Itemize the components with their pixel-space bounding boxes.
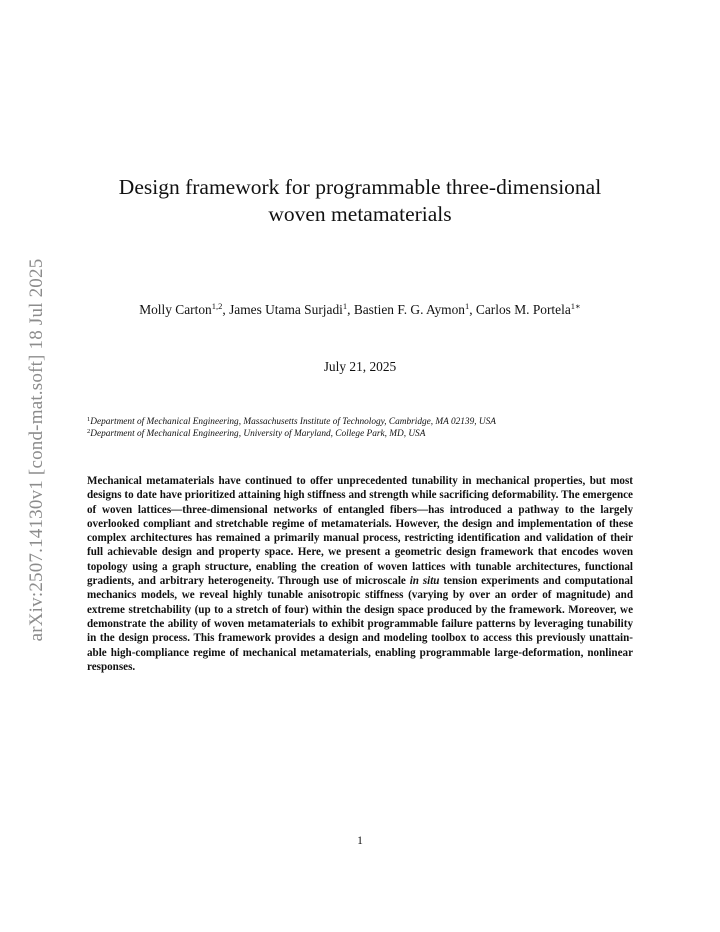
author-name: Carlos M. Portela: [475, 302, 571, 317]
title-line-1: Design framework for programmable three-dimensional: [118, 175, 602, 199]
abstract-text-part-1: Mechanical metamaterials have continued to offer unprecedented tunability in mechanical properties, but most designs to date have prioritized attaining high stiffness and strength while sacrificing deformability. The emergence of woven lattices—three-dimensional networks of entangled fibers—has introduced a pathway to the largely overlooked compliant and stretchable regime of metamaterials. However, the design and implementation of these complex architectures has remained a primarily manual process, restricting identification and validation of their full achievable design and property space. Here, we present a geometric design framework that encodes woven topology using a graph structure, enabling the creation of woven lattices with tunable architectures, functional gradients, and arbitrary heterogeneity. Through use of microscale: [87, 475, 633, 588]
affiliation-item: [87, 428, 647, 440]
author-affiliation-mark: 1∗: [570, 301, 581, 311]
abstract-italic-term: in situ: [409, 575, 440, 588]
author-separator: ,: [347, 302, 354, 317]
affiliation-mark: 1: [87, 416, 91, 423]
title-line-2: woven metamaterials: [268, 202, 452, 226]
publication-date: July 21, 2025: [323, 359, 397, 374]
affiliation-list: [87, 416, 647, 440]
affiliation-mark: 2: [87, 428, 91, 435]
author-affiliation-mark: 1,2: [211, 301, 223, 311]
author-separator: ,: [469, 302, 476, 317]
abstract-text-part-2: tension experiments and computational mechanics models, we reveal highly tunable anisotropic stiffness (varying by over an order of magnitude) and extreme stretchability (up to a stretch of four) within the design space produced by the framework. Moreover, we demonstrate the ability of woven metamaterials to exhibit programmable failure patterns by leveraging tunability in the design process. This framework provides a design and modeling toolbox to access this previously unattainable high-compliance regime of mechanical metamaterials, enabling programmable large-deformation, nonlinear responses.: [87, 575, 634, 673]
author-name: James Utama Surjadi: [229, 302, 343, 317]
author-name: Molly Carton: [139, 302, 212, 317]
author-list: [0, 301, 720, 319]
affiliation-text: Department of Mechanical Engineering, Massachusetts Institute of Technology, Cambridge, MA 02139, USA: [90, 417, 496, 427]
arxiv-identifier-stamp: arXiv:2507.14130v1 [cond-mat.soft] 18 Jul 2025: [26, 258, 47, 642]
affiliation-text: Department of Mechanical Engineering, University of Maryland, College Park, MD, USA: [90, 429, 426, 439]
page-number: 1: [357, 835, 363, 847]
author-affiliation-mark: 1: [342, 301, 348, 311]
abstract: [87, 474, 633, 674]
author-separator: ,: [222, 302, 230, 317]
author-name: Bastien F. G. Aymon: [353, 302, 465, 317]
author-affiliation-mark: 1: [464, 301, 470, 311]
affiliation-item: [87, 416, 647, 428]
paper-title: [0, 174, 720, 228]
